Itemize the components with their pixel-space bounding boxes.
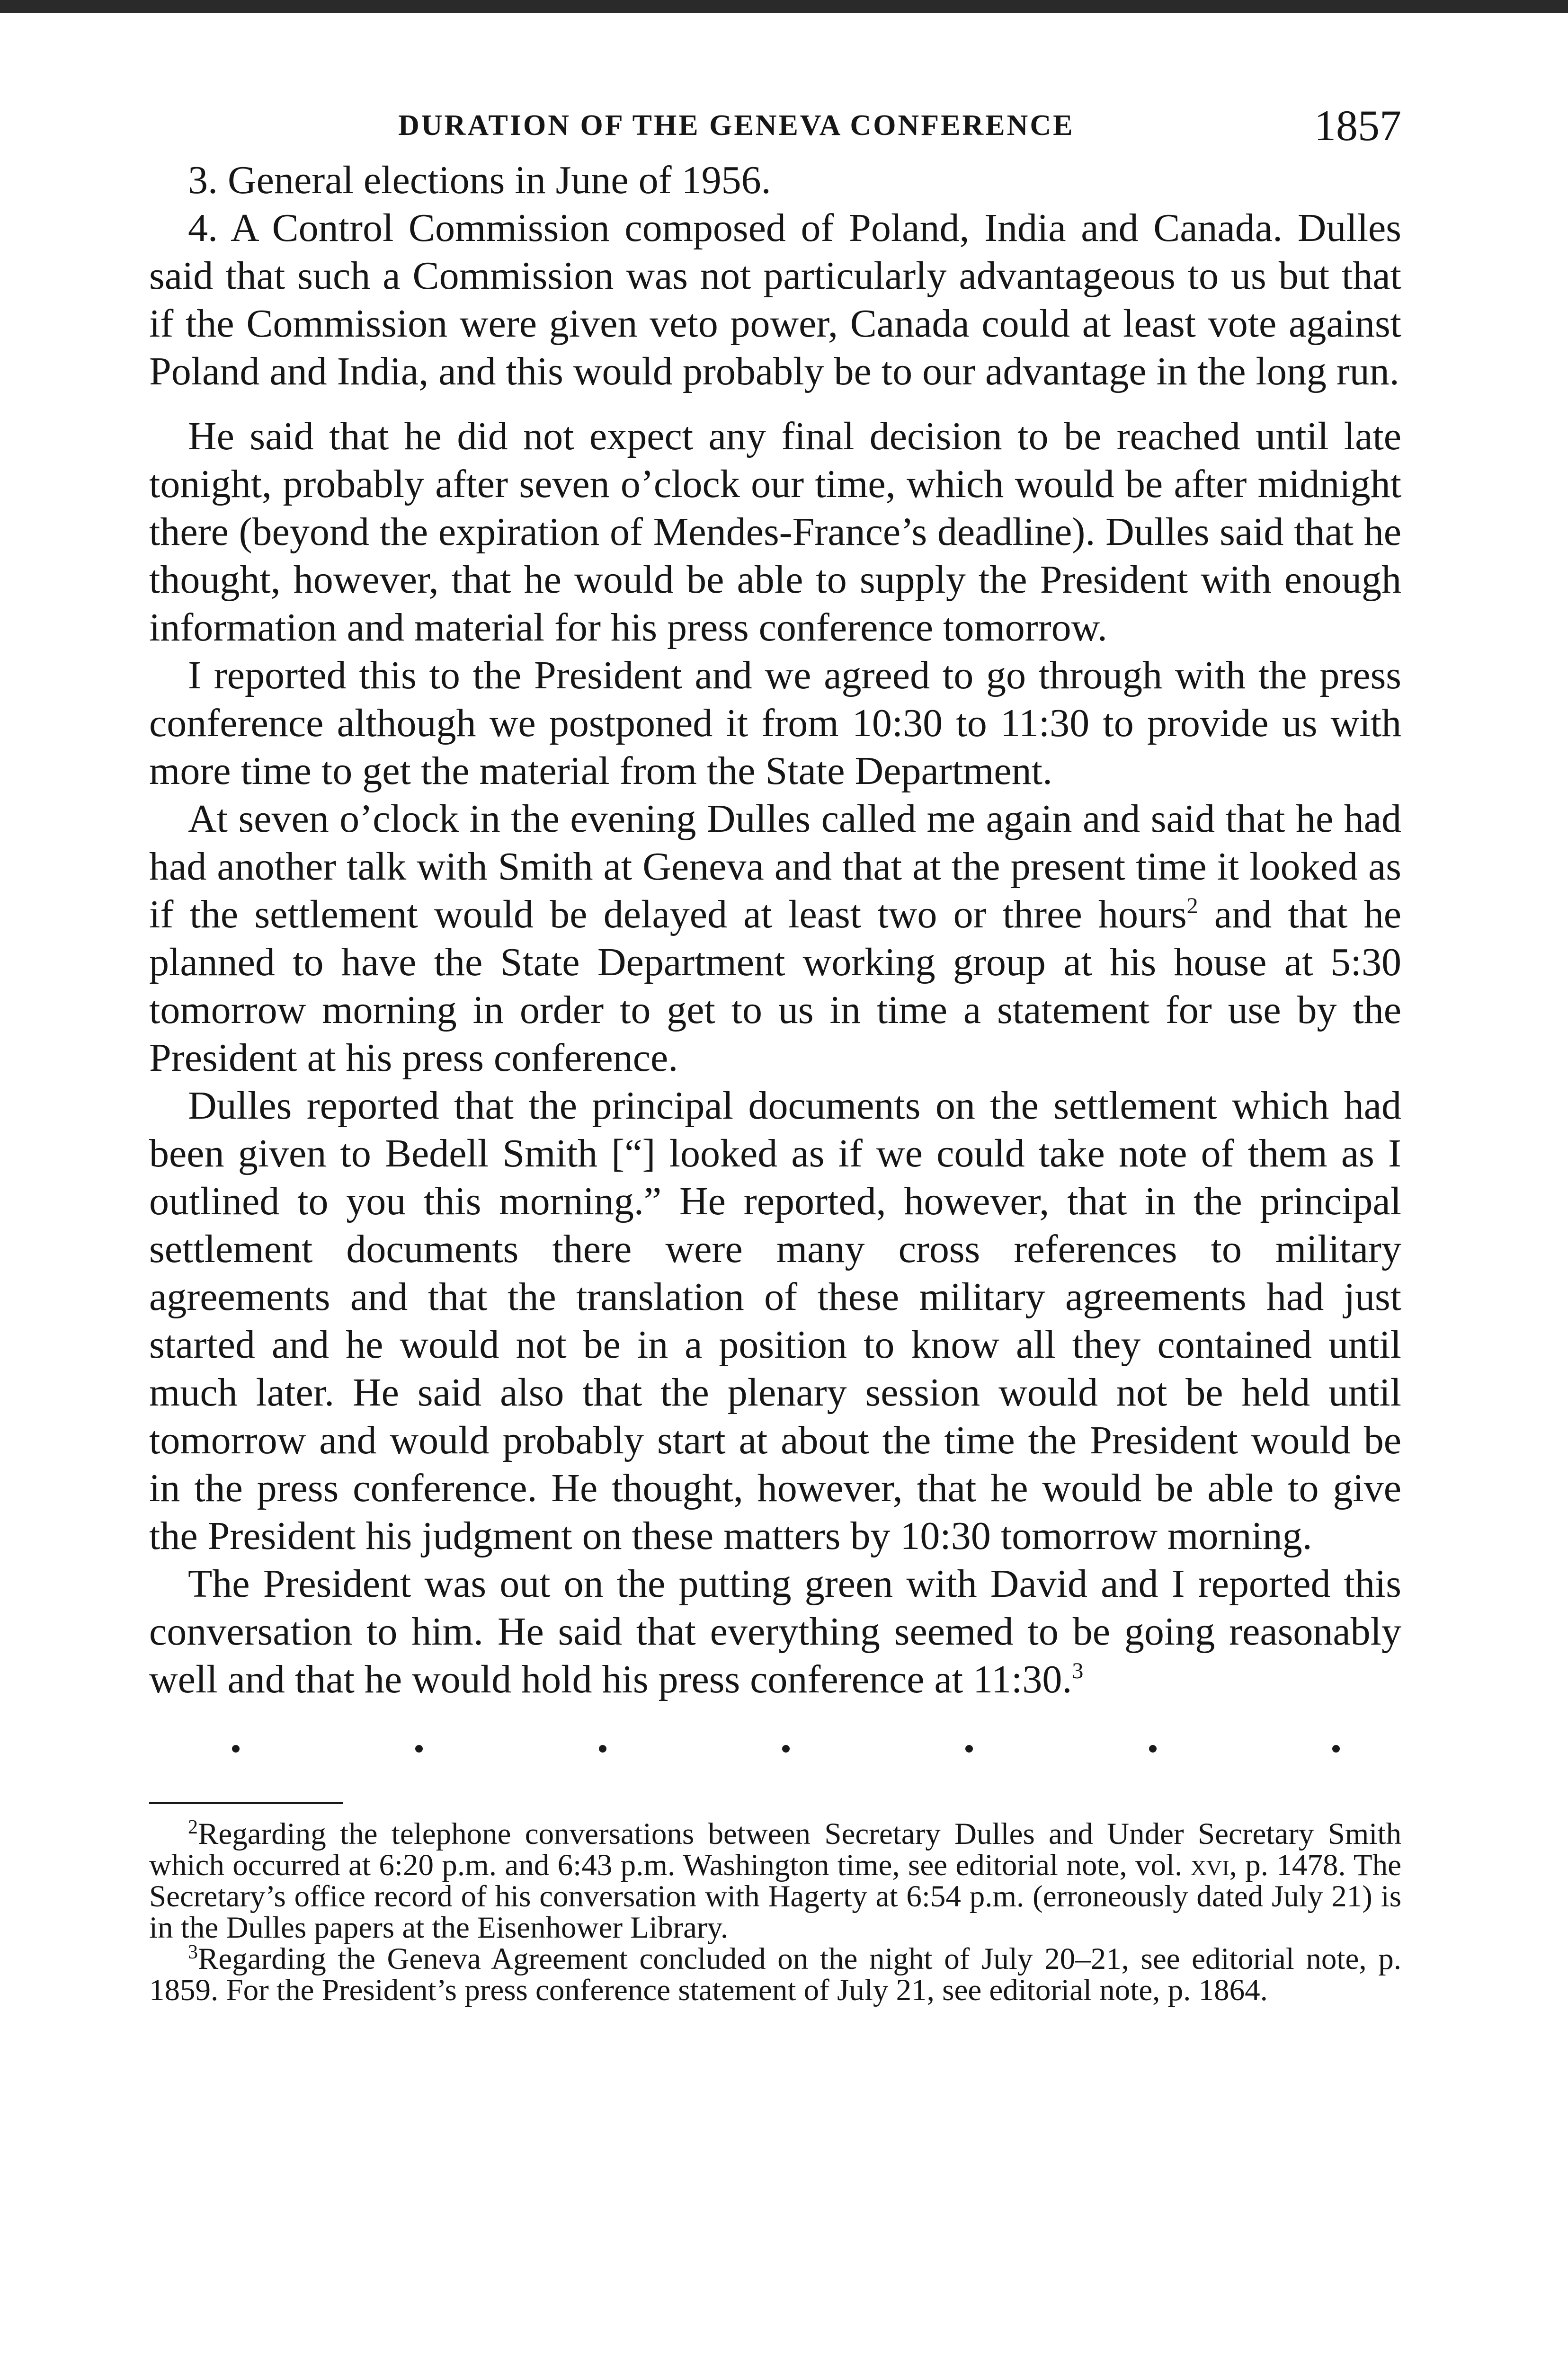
footnote-separator (149, 1802, 343, 1804)
ellipsis-dot (782, 1745, 790, 1753)
running-head (149, 90, 1401, 156)
paragraph-5-text: The President was out on the putting green with David and I reported this conversation to him. He said that everything seemed to be going reasonably well and that he would hold his press conference at 11:30. (149, 1562, 1401, 1701)
page-top-border (0, 0, 1568, 13)
footnote-2-text-a: Regarding the telephone conversations between Secretary Dulles and Under Secretary Smith which occurred at 6:20 p.m. and 6:43 p.m. Washington time, see editorial note, vol. (149, 1817, 1401, 1882)
ellipsis-dot (1332, 1745, 1340, 1753)
ellipsis-dot (232, 1745, 240, 1753)
ellipsis-dot (599, 1745, 606, 1753)
footnote-2 (149, 1818, 1401, 1943)
paragraph-2: I reported this to the President and we agreed to go through with the press conference although we postponed it from 10:30 to 11:30 to provide us with more time to get the material from the State Department. (149, 653, 1401, 793)
footnotes (149, 1818, 1401, 2006)
ellipsis-dot (965, 1745, 973, 1753)
ellipsis-dot (415, 1745, 423, 1753)
paragraph-1: He said that he did not expect any final decision to be reached until late tonight, probably after seven o’clock our time, which would be after midnight there (beyond the expiration of Mendes-France’s deadline). Dulles said that he thought, however, that he would be able to supply the President with enough information and material for his press conference tomorrow. (149, 414, 1401, 650)
paragraph-3 (149, 795, 1401, 1082)
running-title: DURATION OF THE GENEVA CONFERENCE (398, 109, 1075, 142)
footnote-2-marker: 2 (188, 1816, 198, 1838)
paragraph-5 (149, 1560, 1401, 1703)
footnote-ref-2: 2 (1186, 893, 1198, 918)
list-item-4: 4. A Control Commission composed of Poland, India and Canada. Dulles said that such a Commission was not particularly advantageous to us but that if the Commission were given veto power, Canada could at least vote against Poland and India, and this would probably be to our advantage in the long run. (149, 206, 1401, 393)
page-content (149, 90, 1401, 2006)
footnote-2-text-b: , p. 1478. The Secretary’s office record of his conversation with Hagerty at 6:54 p.m. (erroneously dated July 21) is in the Dulles papers at the Eisenhower Library. (149, 1848, 1401, 1945)
ellipsis-dot (1149, 1745, 1157, 1753)
page-number: 1857 (1314, 101, 1401, 150)
paragraph-4: Dulles reported that the principal documents on the settlement which had been given to Bedell Smith [“] looked as if we could take note of them as I outlined to you this morning.” He reported, however, that in the principal settlement documents there were many cross references to military agreements and that the translation of these military agreements had just started and he would not be in a position to know all they contained until much later. He said also that the plenary session would not be held until tomorrow and would probably start at about the time the President would be in the press conference. He thought, however, that he would be able to give the President his judgment on these matters by 10:30 tomorrow morning. (149, 1084, 1401, 1558)
footnote-3-marker: 3 (188, 1941, 198, 1963)
footnote-ref-3: 3 (1072, 1658, 1084, 1683)
omission-ellipsis (149, 1726, 1401, 1753)
footnote-3-text: Regarding the Geneva Agreement concluded on the night of July 20–21, see editorial note, p. 1859. For the President’s press conference statement of July 21, see editorial note, p. 1864. (149, 1942, 1401, 2007)
body-text (149, 156, 1401, 1703)
footnote-2-volume: xvi (1190, 1848, 1229, 1882)
paragraph-3-text-a: At seven o’clock in the evening Dulles called me again and said that he had had another talk with Smith at Geneva and that at the present time it looked as if the settlement would be delayed at least two or three hours (149, 797, 1401, 936)
footnote-3 (149, 1943, 1401, 2006)
paragraph-3-text-b: and that he planned to have the State Department working group at his house at 5:30 tomorrow morning in order to get to us in time a statement for use by the President at his press conference. (149, 892, 1401, 1080)
list-item-3: 3. General elections in June of 1956. (188, 158, 771, 202)
